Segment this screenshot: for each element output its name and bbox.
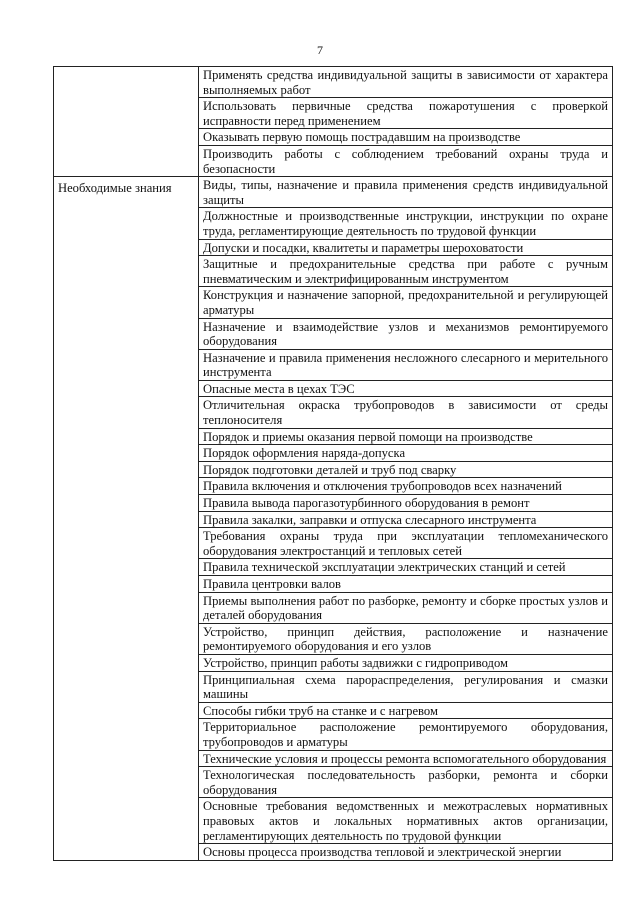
requirement-item: Правила центровки валов — [199, 576, 613, 593]
requirement-item: Виды, типы, назначение и правила применения средств индивидуальной защиты — [199, 177, 613, 208]
requirement-item: Требования охраны труда при эксплуатации тепломеханического оборудования электростанций и тепловых сетей — [199, 528, 613, 559]
requirement-item: Технологическая последовательность разборки, ремонта и сборки оборудования — [199, 767, 613, 798]
requirements-table — [53, 66, 613, 861]
group-label: Необходимые знания — [58, 181, 172, 196]
page-number: 7 — [317, 43, 323, 57]
requirement-item: Защитные и предохранительные средства при работе с ручным пневматическим и электрифицированным инструментом — [199, 256, 613, 287]
requirement-item: Правила закалки, заправки и отпуска слесарного инструмента — [199, 511, 613, 528]
requirement-item: Правила включения и отключения трубопроводов всех назначений — [199, 478, 613, 495]
requirement-item: Порядок подготовки деталей и труб под сварку — [199, 461, 613, 478]
requirements-table-body — [54, 67, 613, 861]
requirement-item: Опасные места в цехах ТЭС — [199, 380, 613, 397]
requirement-item: Отличительная окраска трубопроводов в зависимости от среды теплоносителя — [199, 397, 613, 428]
requirement-item: Должностные и производственные инструкции, инструкции по охране труда, регламентирующие деятельность по трудовой функции — [199, 208, 613, 239]
requirement-item: Территориальное расположение ремонтируемого оборудования, трубопроводов и арматуры — [199, 719, 613, 750]
requirement-item: Оказывать первую помощь пострадавшим на производстве — [199, 129, 613, 146]
requirement-item: Порядок оформления наряда-допуска — [199, 445, 613, 462]
requirement-item: Устройство, принцип работы задвижки с гидроприводом — [199, 654, 613, 671]
requirement-item: Способы гибки труб на станке и с нагревом — [199, 702, 613, 719]
requirement-item: Основные требования ведомственных и межотраслевых нормативных правовых актов и локальных нормативных актов организации, регламентирующих деятельность по трудовой функции — [199, 798, 613, 844]
table-row — [54, 177, 613, 208]
requirement-item: Принципиальная схема парораспределения, регулирования и смазки машины — [199, 671, 613, 702]
requirement-item: Технические условия и процессы ремонта вспомогательного оборудования — [199, 750, 613, 767]
group-label — [58, 68, 194, 71]
requirement-item: Устройство, принцип действия, расположение и назначение ремонтируемого оборудования и его узлов — [199, 623, 613, 654]
requirement-item: Производить работы с соблюдением требований охраны труда и безопасности — [199, 145, 613, 176]
requirement-item: Допуски и посадки, квалитеты и параметры шероховатости — [199, 239, 613, 256]
group-label-cell — [54, 177, 199, 861]
requirement-item: Назначение и взаимодействие узлов и механизмов ремонтируемого оборудования — [199, 318, 613, 349]
requirement-item: Правила вывода парогазотурбинного оборудования в ремонт — [199, 495, 613, 512]
group-label-cell — [54, 67, 199, 177]
requirement-item: Конструкция и назначение запорной, предохранительной и регулирующей арматуры — [199, 287, 613, 318]
requirement-item: Основы процесса производства тепловой и электрической энергии — [199, 844, 613, 861]
requirement-item: Правила технической эксплуатации электрических станций и сетей — [199, 559, 613, 576]
table-row — [54, 67, 613, 98]
requirement-item: Использовать первичные средства пожаротушения с проверкой исправности перед применением — [199, 98, 613, 129]
requirement-item: Приемы выполнения работ по разборке, ремонту и сборке простых узлов и деталей оборудования — [199, 592, 613, 623]
requirement-item: Порядок и приемы оказания первой помощи на производстве — [199, 428, 613, 445]
requirement-item: Применять средства индивидуальной защиты в зависимости от характера выполняемых работ — [199, 67, 613, 98]
requirement-item: Назначение и правила применения несложного слесарного и мерительного инструмента — [199, 349, 613, 380]
